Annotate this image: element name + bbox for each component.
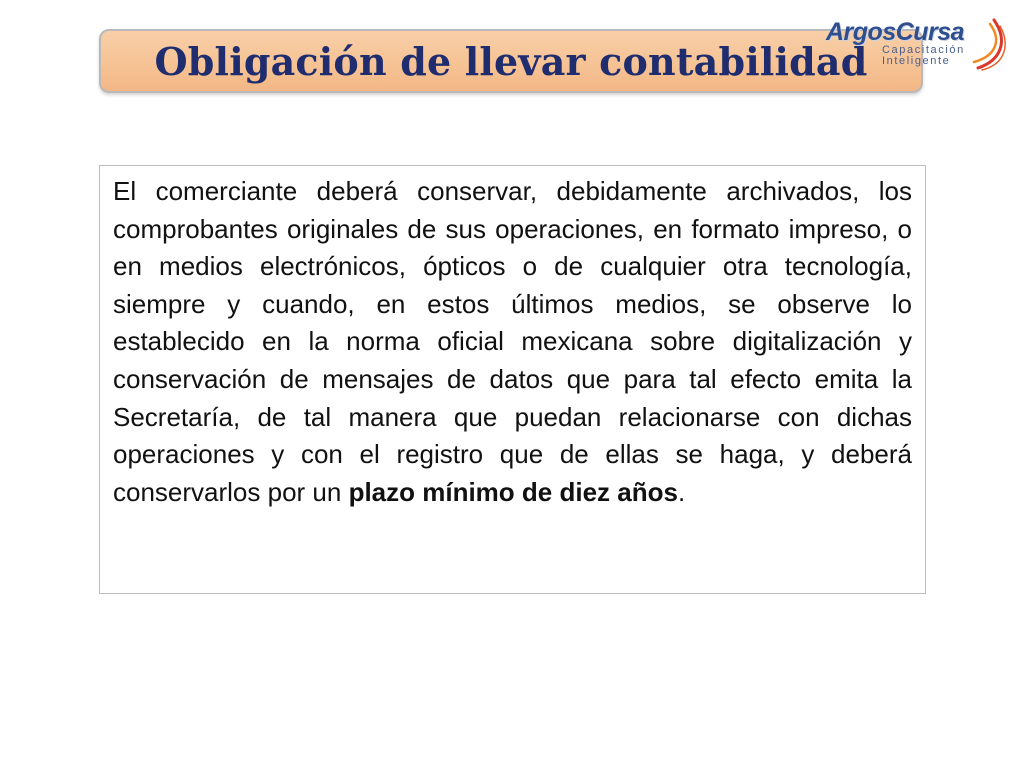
- body-text-emphasis: plazo mínimo de diez años: [348, 476, 678, 507]
- body-paragraph: [113, 173, 912, 511]
- logo-brand-text: ArgosCursa: [826, 18, 965, 46]
- logo-swirl-icon: [972, 16, 1010, 72]
- body-text-end: .: [677, 476, 686, 507]
- logo-tagline-line2: Inteligente: [882, 55, 951, 67]
- title-banner: [99, 29, 923, 93]
- logo-tagline: [882, 45, 965, 67]
- content-box: [99, 165, 926, 594]
- argoscursa-logo: [824, 16, 1010, 74]
- slide-title: Obligación de llevar contabilidad: [154, 38, 868, 84]
- body-text-main: El comerciante deberá conservar, debidamente archivados, los comprobantes originales de sus operaciones, en formato impreso, o en medios electrónicos, ópticos o de cualquier otra tecnología, siempre y cuando, en estos últimos medios, se observe lo establecido en la norma oficial mexicana sobre digitalización y conservación de mensajes de datos que para tal efecto emita la Secretaría, de tal manera que puedan relacionarse con dichas operaciones y con el registro que de ellas se haga, y deberá conservarlos por un: [113, 176, 912, 507]
- logo-tagline-line1: Capacitación: [882, 44, 965, 56]
